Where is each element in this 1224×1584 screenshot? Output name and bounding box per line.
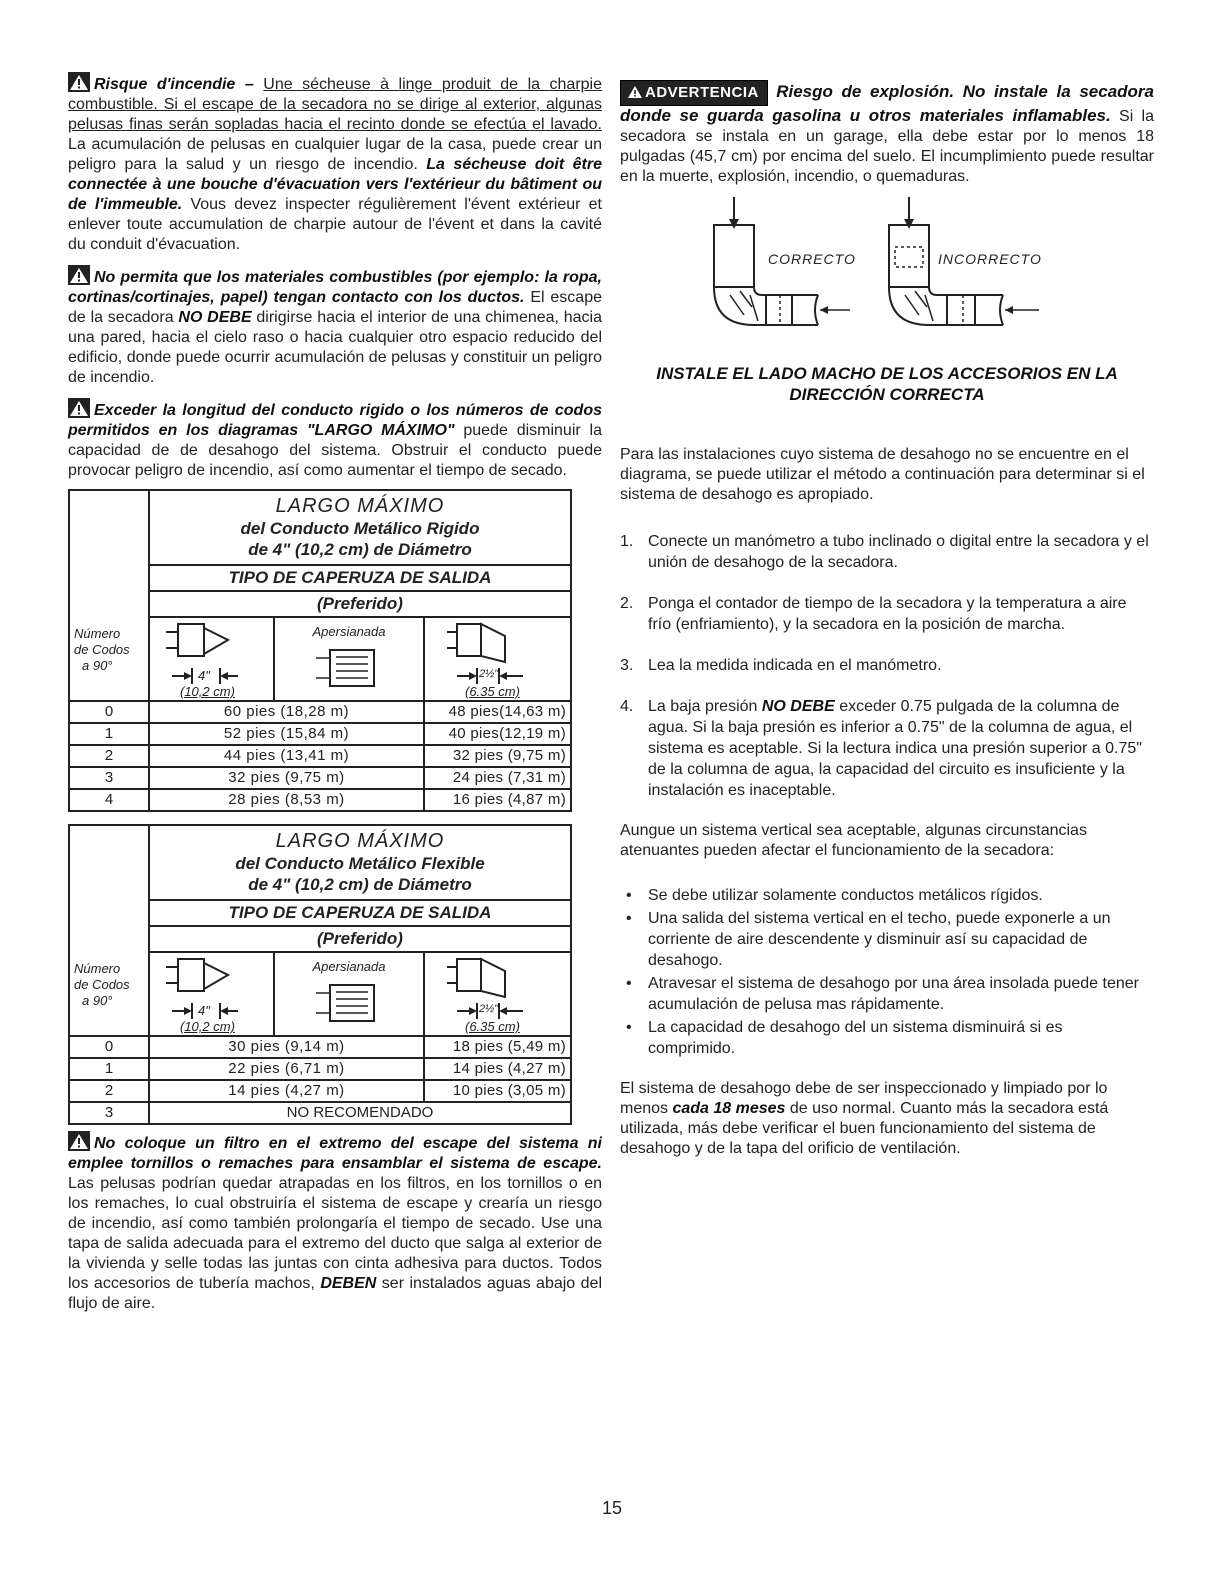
hood-4in-cell: 4" (10,2 cm) <box>150 953 275 1035</box>
not-recommended: NO RECOMENDADO <box>286 1104 434 1121</box>
table-row <box>70 766 570 788</box>
elbow-count-cell: 0 <box>70 1037 150 1057</box>
exceed-length-paragraph: Exceder la longitud del conducto rigido o los números de codos permitidos en los diagramas "LARGO MÁXIMO" puede disminuir la capacidad de de desahogo del sistema. Obstruir el conducto puede provocar peligro de incendio, así como aumentar el tiempo de secado. <box>68 398 602 481</box>
table-row <box>70 722 570 744</box>
elbow-count-cell: 0 <box>70 702 150 722</box>
table-row <box>70 700 570 722</box>
exhaust-hood-icon <box>160 955 260 1005</box>
length-2half-cell: 48 pies(14,63 m) <box>448 703 566 720</box>
hood-2half-cell: 2½" (6.35 cm) <box>425 618 570 700</box>
list-item: 1. Conecte un manómetro a tubo inclinado o digital entre la secadora y el unión de desahogo de la secadora. <box>620 533 1149 571</box>
warning-triangle-icon <box>68 1131 90 1151</box>
fire-risk-paragraph: Risque d'incendie – Une sécheuse à linge produit de la charpie combustible. Si el escape de la secadora no se dirige al exterior, algunas pelusas finas serán sopladas hacia el recinto donde se efectúa el lavado. La acumulación de pelusas en cualquier lugar de la casa, puede crear un peligro para la salud y un riesgo de incendio. La sécheuse doit être connectée à une bouche d'évacuation vers l'extérieur du bâtiment ou de l'immeuble. Vous devez inspecter régulièrement l'évent extérieur et enlever toute accumulation de charpie autour de l'évent et dans la cavité du conduit d'évacuation. <box>68 72 602 255</box>
list-item: 3. Lea la medida indicada en el manómetro. <box>620 657 942 674</box>
table-row <box>70 744 570 766</box>
flexible-duct-max-length-table: Número de Codos a 90° LARGO MÁXIMO del Conducto Metálico Flexible de 4" (10,2 cm) de Diámetro TIPO DE CAPERUZA DE SALIDA (Preferido) 4" (10,2 cm) Apersianada 2½" (6.35 cm) 0 30 pies (9,14 m) 18 pies (5,49 m) 1 22 pies (6,71 m) 14 pies (4,27 m) 2 14 pies (4,27 m) 10 pies (3,05 m) 3 NO RECOMENDADO <box>68 824 572 1125</box>
elbow-count-cell: 1 <box>70 724 150 744</box>
intro-paragraph: Para las instalaciones cuyo sistema de desahogo no se encuentre en el diagrama, se puede utilizar el método a continuación para determinar si el sistema de desahogo es apropiado. <box>620 446 1145 503</box>
table-row <box>70 1057 570 1079</box>
exhaust-hood-icon <box>160 620 260 670</box>
table-row <box>70 1079 570 1101</box>
bullet-list <box>620 885 1154 1059</box>
duct-orientation-diagram <box>620 195 1154 335</box>
elbow-count-cell: 4 <box>70 790 150 810</box>
length-4in-cell: 44 pies (13,41 m) <box>150 746 425 766</box>
advertencia-badge: ADVERTENCIA <box>620 80 768 106</box>
table-row <box>70 788 570 810</box>
length-2half-cell: 14 pies (4,27 m) <box>452 1060 566 1077</box>
aungue-paragraph: Aungue un sistema vertical sea aceptable, algunas circunstancias atenuantes pueden afectar el funcionamiento de la secadora: <box>620 822 1087 859</box>
list-item: • Una salida del sistema vertical en el techo, puede exponerle a un corriente de aire descendente y disminuir así su capacidad de desahogo. <box>620 908 1154 971</box>
exhaust-hood-icon <box>445 955 535 1005</box>
length-2half-cell: 10 pies (3,05 m) <box>452 1082 566 1099</box>
warning-triangle-icon <box>627 85 643 99</box>
warning-triangle-icon <box>68 398 90 418</box>
list-item: • Atravesar el sistema de desahogo por una área insolada puede tener acumulación de pelusa mas rápidamente. <box>620 973 1154 1015</box>
elbow-count-cell: 2 <box>70 746 150 766</box>
length-2half-cell: 16 pies (4,87 m) <box>452 791 566 808</box>
page-number: 15 <box>601 1498 623 1518</box>
fire-risk-underlined: Une sécheuse à linge produit de la charpie combustible. Si el escape de la secadora no se dirige al exterior, algunas pelusas finas serán sopladas hacia el recinto donde se efectúa el lavado. <box>68 76 603 133</box>
elbows-header: Número de Codos a 90° <box>70 491 150 700</box>
left-column <box>68 72 602 1324</box>
closing-paragraph: El sistema de desahogo debe de ser inspeccionado y limpiado por lo menos cada 18 meses de uso normal. Cuanto más la secadora está utilizada, más debe verificar el buen funcionamiento del sistema de desahogo y de la tapa del orificio de ventilación. <box>620 1080 1109 1157</box>
list-item: 4. La baja presión NO DEBE exceder 0.75 pulgada de la columna de agua. Si la baja presión es inferior a 0.75" de la columna de agua, el sistema es aceptable. Si la lectura indica una presión superior a 0.75" de la columna de agua, la capacidad del circuito es insuficiente y la instalación es inaceptable. <box>620 698 1142 799</box>
hood-2half-cell: 2½" (6.35 cm) <box>425 953 570 1035</box>
warning-triangle-icon <box>68 265 90 285</box>
steps-list <box>620 531 1154 801</box>
length-4in-cell: 32 pies (9,75 m) <box>150 768 425 788</box>
list-item: 2. Ponga el contador de tiempo de la secadora y la temperatura a aire frío (enfriamiento), y la secadora en la posición de marcha. <box>620 595 1127 633</box>
length-2half-cell: 24 pies (7,31 m) <box>452 769 566 786</box>
warning-triangle-icon <box>68 72 90 92</box>
right-column <box>620 80 1154 1169</box>
combustible-paragraph: No permita que los materiales combustibles (por ejemplo: la ropa, cortinas/cortinajes, papel) tengan contacto con los ductos. El escape de la secadora NO DEBE dirigirse hacia el interior de una chimenea, hacia una pared, hacia el cielo raso o hacia cualquier otro espacio reducido del edificio, donde puede ocurrir acumulación de pelusas y constituir un peligro de incendio. <box>68 265 602 388</box>
incorrect-label: INCORRECTO <box>938 251 1042 267</box>
list-item: • Se debe utilizar solamente conductos metálicos rígidos. <box>620 885 1154 906</box>
louvered-hood-icon <box>310 979 390 1029</box>
fire-risk-bold: La sécheuse doit être connectée à une bouche d'évacuation vers l'extérieur du bâtiment ou de l'immeuble. <box>68 156 602 213</box>
table-row: 3 NO RECOMENDADO <box>70 1101 570 1123</box>
length-4in-cell: 14 pies (4,27 m) <box>150 1081 425 1101</box>
length-4in-cell: 30 pies (9,14 m) <box>150 1037 425 1057</box>
length-4in-cell: 60 pies (18,28 m) <box>150 702 425 722</box>
no-filter-paragraph: No coloque un filtro en el extremo del escape del sistema ni emplee tornillos o remaches para ensamblar el sistema de escape. Las pelusas podrían quedar atrapadas en los filtros, en los tornillos o en los remaches, lo cual obstruiría el sistema de escape y crearía un riesgo de incendio, así como también prolongaría el tiempo de secado. Use una tapa de salida adecuada para el extremo del ducto que salga al exterior de la vivienda y selle todas las juntas con cinta adhesiva para ductos. Todos los accesorios de tubería machos, DEBEN ser instalados aguas abajo del flujo de aire. <box>68 1131 602 1314</box>
elbow-count-cell: 3 <box>70 768 150 788</box>
table-title: LARGO MÁXIMO <box>275 495 445 517</box>
length-4in-cell: 52 pies (15,84 m) <box>150 724 425 744</box>
fire-risk-lead: Risque d'incendie <box>94 76 236 93</box>
length-2half-cell: 40 pies(12,19 m) <box>448 725 566 742</box>
length-4in-cell: 28 pies (8,53 m) <box>150 790 425 810</box>
install-male-side-heading: INSTALE EL LADO MACHO DE LOS ACCESORIOS EN LA DIRECCIÓN CORRECTA <box>656 364 1118 404</box>
table-title: LARGO MÁXIMO <box>275 830 445 852</box>
length-4in-cell: 22 pies (6,71 m) <box>150 1059 425 1079</box>
louvered-hood-cell: Apersianada <box>275 953 425 1035</box>
louvered-hood-cell: Apersianada <box>275 618 425 700</box>
elbows-header: Número de Codos a 90° <box>70 826 150 1035</box>
explosion-warning-paragraph: ADVERTENCIA Riesgo de explosión. No instale la secadora donde se guarda gasolina u otros materiales inflamables. Si la secadora se instala en un garage, ella debe estar por lo menos 18 pulgadas (45,7 cm) por encima del suelo. El incumplimiento puede resultar en la muerte, explosión, incendio, o quemaduras. <box>620 82 1155 185</box>
rigid-duct-max-length-table: Número de Codos a 90° LARGO MÁXIMO del Conducto Metálico Rigido de 4" (10,2 cm) de Diámetro TIPO DE CAPERUZA DE SALIDA (Preferido) 4" (10,2 cm) Apersianada 2½" (6.35 cm) 0 60 pies (18,28 m) 48 pies(14,63 m) 1 52 pies (15,84 m) 40 pies(12,19 m) 2 44 pies (13,41 m) 32 pies (9,75 m) 3 32 pies (9,75 m) 24 pies (7,31 m) 4 28 pies (8,53 m) 16 pies (4,87 m) <box>68 489 572 812</box>
list-item: • La capacidad de desahogo del un sistema disminuirá si es comprimido. <box>620 1017 1154 1059</box>
louvered-hood-icon <box>310 644 390 694</box>
length-2half-cell: 32 pies (9,75 m) <box>452 747 566 764</box>
length-2half-cell: 18 pies (5,49 m) <box>452 1038 566 1055</box>
elbow-count-cell: 2 <box>70 1081 150 1101</box>
elbow-count-cell: 1 <box>70 1059 150 1079</box>
table-row <box>70 1035 570 1057</box>
correct-label: CORRECTO <box>768 251 856 267</box>
exhaust-hood-icon <box>445 620 535 670</box>
hood-4in-cell: 4" (10,2 cm) <box>150 618 275 700</box>
